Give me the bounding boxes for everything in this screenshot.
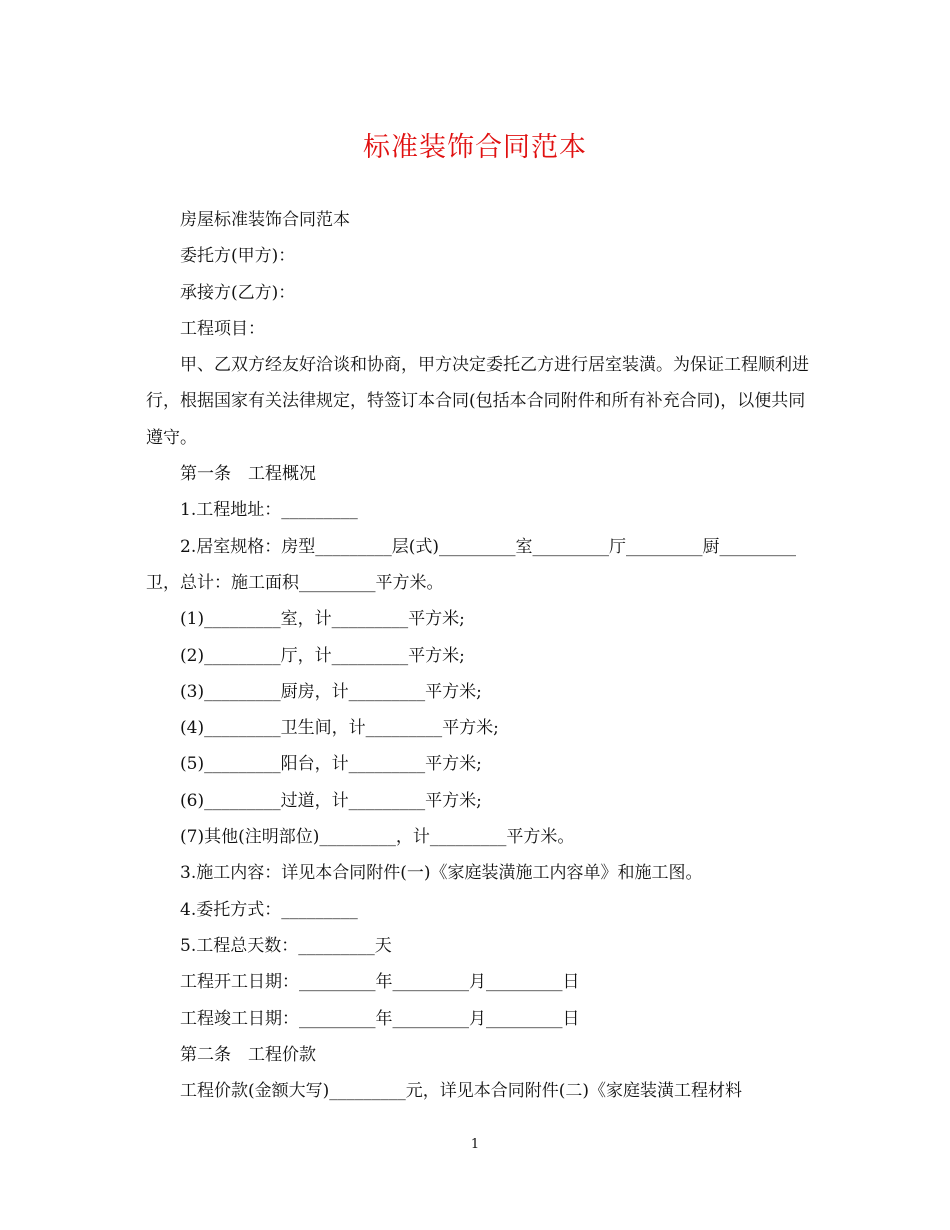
document-title: 标准装饰合同范本 (363, 132, 587, 163)
paragraph-total-days: 5.工程总天数：_________天 (180, 935, 392, 956)
paragraph-project: 工程项目： (180, 318, 265, 339)
paragraph-party-a: 委托方(甲方)： (180, 246, 296, 267)
page-number: 1 (470, 1137, 480, 1152)
paragraph-construction-content: 3.施工内容：详见本合同附件(一)《家庭装潢施工内容单》和施工图。 (180, 863, 703, 884)
list-item-room-5: (5)_________阳台，计_________平方米; (180, 754, 482, 775)
list-item-room-6: (6)_________过道，计_________平方米; (180, 790, 482, 811)
paragraph-price: 工程价款(金额大写)_________元，详见本合同附件(二)《家庭装潢工程材料 (180, 1081, 743, 1102)
heading-article-2: 第二条 工程价款 (180, 1044, 316, 1065)
paragraph-commission-method: 4.委托方式：_________ (180, 899, 358, 920)
paragraph-room-spec: 2.居室规格：房型_________层(式)_________室_________厅_________厨_________卫，总计：施工面积_________平方米。 (146, 536, 796, 593)
paragraph-preamble: 甲、乙双方经友好洽谈和协商，甲方决定委托乙方进行居室装潢。为保证工程顺利进行，根据国家有关法律规定，特签订本合同(包括本合同附件和所有补充合同)，以便共同遵守。 (146, 355, 809, 448)
paragraph-subtitle: 房屋标准装饰合同范本 (180, 210, 350, 230)
document-body (146, 202, 814, 1109)
list-item-room-4: (4)_________卫生间，计_________平方米; (180, 718, 499, 739)
list-item-room-1: (1)_________室，计_________平方米; (180, 609, 465, 630)
list-item-room-3: (3)_________厨房，计_________平方米; (180, 681, 482, 702)
paragraph-party-b: 承接方(乙方)： (180, 282, 296, 303)
list-item-room-7: (7)其他(注明部位)_________，计_________平方米。 (180, 827, 575, 848)
list-item-room-2: (2)_________厅，计_________平方米; (180, 645, 465, 666)
paragraph-start-date: 工程开工日期：_________年_________月_________日 (180, 972, 580, 993)
paragraph-address: 1.工程地址：_________ (180, 500, 358, 521)
paragraph-end-date: 工程竣工日期：_________年_________月_________日 (180, 1008, 580, 1029)
heading-article-1: 第一条 工程概况 (180, 464, 316, 485)
